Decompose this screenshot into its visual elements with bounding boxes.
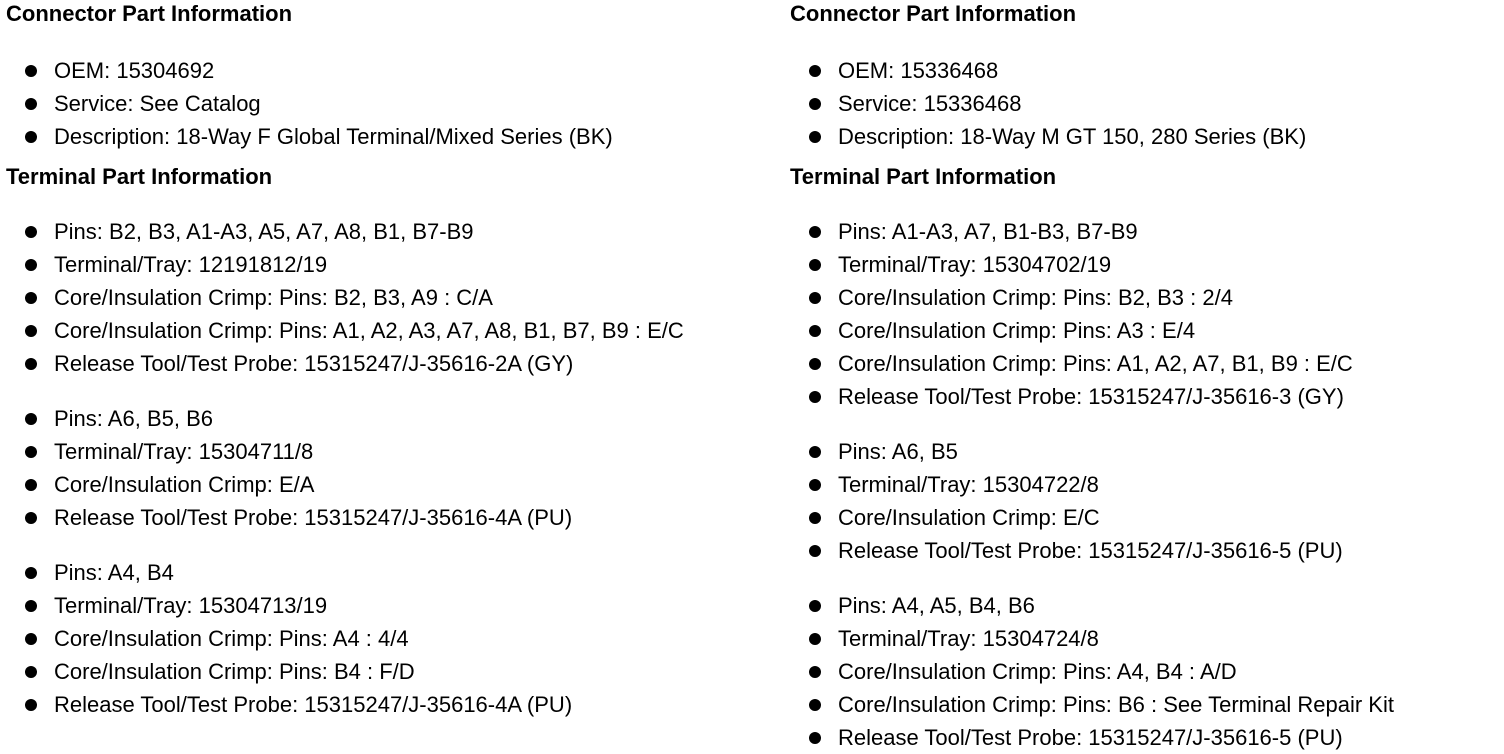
list-item-text: Release Tool/Test Probe: 15315247/J-35616-4A (PU)	[54, 505, 573, 530]
bullet-icon	[25, 633, 37, 645]
list-item-text: Core/Insulation Crimp: Pins: A4, B4 : A/D	[838, 659, 1237, 684]
bullet-icon	[809, 666, 821, 678]
list-item	[790, 501, 1500, 534]
bullet-icon	[25, 567, 37, 579]
list-item-text: Description: 18-Way M GT 150, 280 Series (BK)	[838, 124, 1307, 149]
list-item-text: Service: 15336468	[838, 91, 1022, 116]
bullet-icon	[25, 325, 37, 337]
list-item	[790, 655, 1500, 688]
terminal-group-3	[790, 589, 1500, 754]
list-item	[6, 281, 786, 314]
bullet-icon	[25, 600, 37, 612]
list-item-text: Core/Insulation Crimp: Pins: A1, A2, A7, B1, B9 : E/C	[838, 351, 1353, 376]
list-item-text: Core/Insulation Crimp: Pins: B2, B3, A9 : C/A	[54, 285, 493, 310]
list-item-text: Core/Insulation Crimp: Pins: B4 : F/D	[54, 659, 415, 684]
bullet-icon	[25, 446, 37, 458]
terminal-group-2	[6, 402, 786, 534]
list-item	[6, 501, 786, 534]
list-item	[6, 215, 786, 248]
bullet-icon	[809, 131, 821, 143]
bullet-icon	[809, 512, 821, 524]
list-item-text: Pins: A4, A5, B4, B6	[838, 593, 1035, 618]
list-item	[790, 435, 1500, 468]
list-item	[6, 622, 786, 655]
connector-part-heading: Connector Part Information	[790, 1, 1077, 26]
list-item	[790, 87, 1500, 120]
list-item	[6, 248, 786, 281]
list-item	[790, 281, 1500, 314]
list-item	[6, 314, 786, 347]
list-item-text: Terminal/Tray: 15304711/8	[54, 439, 314, 464]
list-item-text: Core/Insulation Crimp: Pins: A3 : E/4	[838, 318, 1196, 343]
bullet-icon	[809, 65, 821, 77]
bullet-icon	[809, 325, 821, 337]
list-item-text: Core/Insulation Crimp: E/A	[54, 472, 315, 497]
right-column	[790, 0, 1500, 754]
list-item	[6, 120, 786, 153]
bullet-icon	[25, 413, 37, 425]
terminal-group-1	[6, 215, 786, 380]
bullet-icon	[809, 292, 821, 304]
list-item	[6, 87, 786, 120]
terminal-group-3	[6, 556, 786, 721]
bullet-icon	[25, 131, 37, 143]
list-item-text: Pins: A4, B4	[54, 560, 174, 585]
list-item-text: Service: See Catalog	[54, 91, 261, 116]
bullet-icon	[25, 98, 37, 110]
bullet-icon	[25, 292, 37, 304]
bullet-icon	[25, 259, 37, 271]
list-item	[790, 534, 1500, 567]
bullet-icon	[809, 699, 821, 711]
bullet-icon	[25, 699, 37, 711]
bullet-icon	[809, 600, 821, 612]
list-item	[790, 589, 1500, 622]
list-item	[6, 435, 786, 468]
list-item	[790, 314, 1500, 347]
list-item	[790, 54, 1500, 87]
bullet-icon	[809, 98, 821, 110]
bullet-icon	[25, 358, 37, 370]
bullet-icon	[25, 479, 37, 491]
list-item	[790, 622, 1500, 655]
bullet-icon	[809, 446, 821, 458]
terminal-group-1	[790, 215, 1500, 413]
list-item-text: Core/Insulation Crimp: Pins: B6 : See Terminal Repair Kit	[838, 692, 1394, 717]
left-column	[6, 0, 786, 721]
terminal-part-heading: Terminal Part Information	[6, 164, 273, 189]
bullet-icon	[25, 65, 37, 77]
list-item-text: Core/Insulation Crimp: Pins: A4 : 4/4	[54, 626, 409, 651]
connector-part-list	[790, 54, 1500, 153]
list-item-text: Pins: A1-A3, A7, B1-B3, B7-B9	[838, 219, 1138, 244]
list-item	[6, 347, 786, 380]
list-item-text: Release Tool/Test Probe: 15315247/J-35616-3 (GY)	[838, 384, 1344, 409]
list-item	[790, 380, 1500, 413]
list-item-text: Pins: B2, B3, A1-A3, A5, A7, A8, B1, B7-B9	[54, 219, 474, 244]
list-item-text: Pins: A6, B5, B6	[54, 406, 213, 431]
list-item	[790, 120, 1500, 153]
list-item-text: Terminal/Tray: 15304722/8	[838, 472, 1099, 497]
list-item	[790, 468, 1500, 501]
connector-part-list	[6, 54, 786, 153]
list-item	[6, 556, 786, 589]
list-item-text: Release Tool/Test Probe: 15315247/J-35616-5 (PU)	[838, 725, 1343, 750]
list-item-text: Terminal/Tray: 15304713/19	[54, 593, 328, 618]
bullet-icon	[25, 666, 37, 678]
list-item	[790, 721, 1500, 754]
bullet-icon	[25, 512, 37, 524]
list-item	[790, 248, 1500, 281]
list-item	[6, 589, 786, 622]
bullet-icon	[25, 226, 37, 238]
bullet-icon	[809, 226, 821, 238]
list-item-text: Terminal/Tray: 15304724/8	[838, 626, 1099, 651]
bullet-icon	[809, 358, 821, 370]
list-item-text: Release Tool/Test Probe: 15315247/J-35616-4A (PU)	[54, 692, 573, 717]
list-item	[790, 688, 1500, 721]
list-item	[6, 655, 786, 688]
list-item	[6, 468, 786, 501]
list-item	[790, 347, 1500, 380]
terminal-group-2	[790, 435, 1500, 567]
bullet-icon	[809, 259, 821, 271]
connector-part-heading: Connector Part Information	[6, 1, 293, 26]
list-item-text: Terminal/Tray: 15304702/19	[838, 252, 1112, 277]
bullet-icon	[809, 633, 821, 645]
list-item-text: Core/Insulation Crimp: Pins: A1, A2, A3, A7, A8, B1, B7, B9 : E/C	[54, 318, 684, 343]
list-item-text: Core/Insulation Crimp: E/C	[838, 505, 1100, 530]
bullet-icon	[809, 479, 821, 491]
list-item	[790, 215, 1500, 248]
list-item-text: OEM: 15304692	[54, 58, 215, 83]
terminal-part-heading: Terminal Part Information	[790, 164, 1057, 189]
bullet-icon	[809, 545, 821, 557]
list-item	[6, 402, 786, 435]
list-item-text: Pins: A6, B5	[838, 439, 958, 464]
list-item-text: Core/Insulation Crimp: Pins: B2, B3 : 2/4	[838, 285, 1233, 310]
list-item-text: Release Tool/Test Probe: 15315247/J-35616-5 (PU)	[838, 538, 1343, 563]
bullet-icon	[809, 391, 821, 403]
list-item-text: Terminal/Tray: 12191812/19	[54, 252, 328, 277]
list-item	[6, 54, 786, 87]
list-item-text: Release Tool/Test Probe: 15315247/J-35616-2A (GY)	[54, 351, 574, 376]
list-item-text: OEM: 15336468	[838, 58, 999, 83]
list-item	[6, 688, 786, 721]
list-item-text: Description: 18-Way F Global Terminal/Mixed Series (BK)	[54, 124, 613, 149]
bullet-icon	[809, 732, 821, 744]
